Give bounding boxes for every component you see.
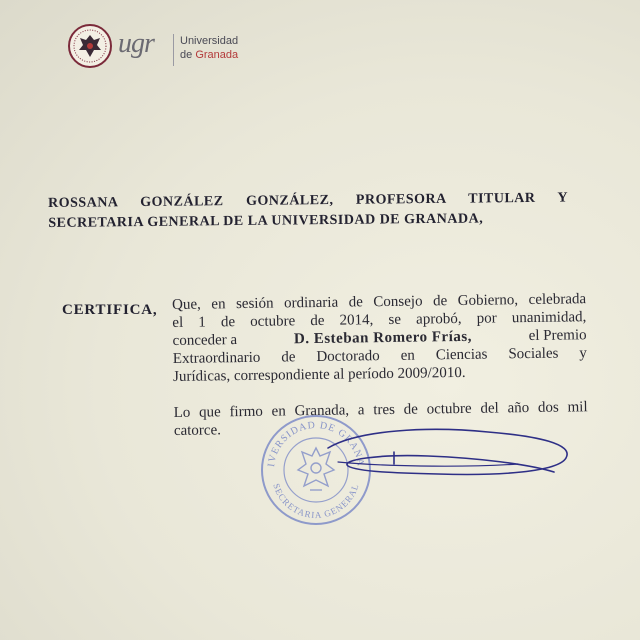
closing-line-2: catorce. [173, 422, 222, 439]
certifica-label: CERTIFICA, [62, 302, 158, 318]
university-logo [68, 24, 258, 74]
body-line-1: Que, en sesión ordinaria de Consejo de Gobierno, celebrada [172, 291, 587, 313]
body-line-4: Extraordinario de Doctorado en Ciencias Sociales y [172, 345, 587, 367]
crest-icon [68, 24, 112, 68]
ugr-wordmark: ugr [118, 28, 154, 59]
recipient-name: D. Esteban Romero Frías, [293, 328, 473, 348]
university-name-line1: Universidad [180, 35, 239, 47]
logo-divider [173, 34, 174, 66]
body-line-2: el 1 de octubre de 2014, se aprobó, por unanimidad, [172, 309, 587, 331]
body-line-3-suffix: el Premio [528, 327, 587, 345]
heading-line-2: SECRETARIA GENERAL DE LA UNIVERSIDAD DE GRANADA, [48, 211, 484, 231]
university-name [180, 34, 238, 62]
heading-line-1: ROSSANA GONZÁLEZ GONZÁLEZ, PROFESORA TITULAR Y [48, 190, 569, 211]
stamp-top-text: IVERSIDAD DE GRANA [266, 419, 366, 468]
body-line-5: Jurídicas, correspondiente al período 2009/2010. [173, 364, 466, 385]
university-name-line2 [180, 48, 238, 62]
document-heading [48, 189, 568, 234]
stamp-bottom-text: SECRETARIA GENERAL [271, 482, 361, 521]
university-name-city: Granada [195, 49, 239, 61]
closing-line-1: Lo que firmo en Granada, a tres de octubre del año dos mil [173, 399, 588, 421]
university-name-prefix: de [180, 49, 193, 61]
body-line-3-prefix: conceder a [172, 332, 238, 349]
handwritten-signature [318, 418, 580, 498]
